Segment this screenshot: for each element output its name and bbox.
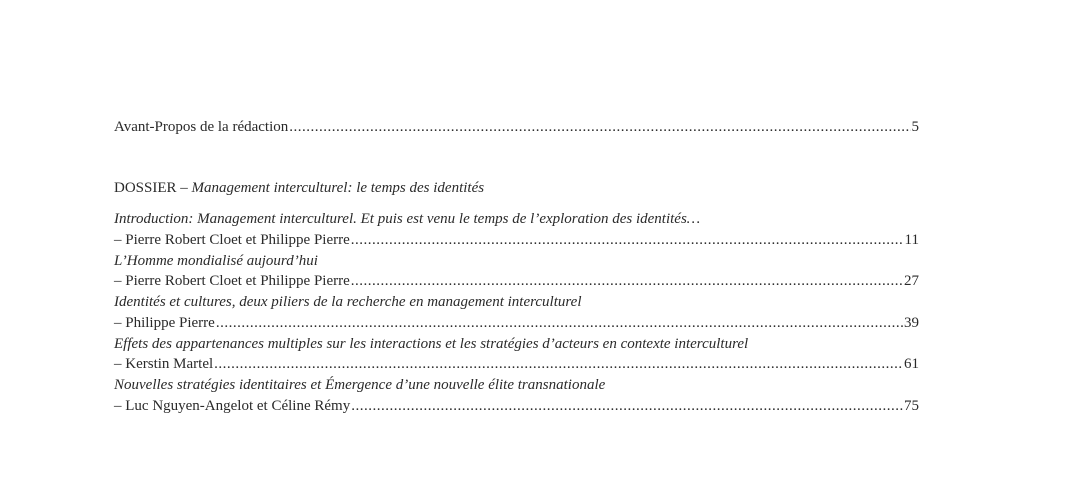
article-title[interactable]: Introduction: Management interculturel. Et puis est venu le temps de l’exploration des identités… — [114, 211, 701, 227]
toc-entry-byline[interactable] — [114, 230, 919, 250]
toc-entry-byline[interactable] — [114, 396, 919, 416]
article-title[interactable]: L’Homme mondialisé aujourd’hui — [114, 253, 318, 269]
toc-entry-byline[interactable] — [114, 271, 919, 291]
section-title: Management interculturel: le temps des identités — [191, 180, 485, 196]
article-authors: – Pierre Robert Cloet et Philippe Pierre — [114, 273, 350, 289]
page-number: 27 — [904, 273, 919, 289]
toc-entry-byline[interactable] — [114, 354, 919, 374]
toc-entry-avant-propos[interactable] — [114, 117, 919, 137]
article-authors: – Pierre Robert Cloet et Philippe Pierre — [114, 232, 350, 248]
article-authors: – Luc Nguyen-Angelot et Céline Rémy — [114, 398, 351, 414]
dot-leader — [351, 230, 904, 250]
article-authors: – Kerstin Martel — [114, 356, 214, 372]
dot-leader — [351, 271, 903, 291]
page-number: 39 — [904, 315, 919, 331]
page-number: 75 — [904, 398, 919, 414]
dot-leader — [214, 354, 903, 374]
toc-entry-label: Avant-Propos de la rédaction — [114, 119, 289, 135]
page-number: 61 — [904, 356, 919, 372]
page-number: 11 — [904, 232, 919, 248]
article-title[interactable]: Effets des appartenances multiples sur les interactions et les stratégies d’acteurs en contexte interculturel — [114, 336, 749, 352]
section-heading-dossier — [114, 178, 484, 198]
article-title[interactable]: Nouvelles stratégies identitaires et Émergence d’une nouvelle élite transnationale — [114, 377, 606, 393]
article-title[interactable]: Identités et cultures, deux piliers de la recherche en management interculturel — [114, 294, 582, 310]
dot-leader — [216, 313, 903, 333]
page-number: 5 — [911, 119, 919, 135]
dot-leader — [351, 396, 903, 416]
toc-entry-byline[interactable] — [114, 313, 919, 333]
section-prefix: DOSSIER – — [114, 180, 192, 196]
article-authors: – Philippe Pierre — [114, 315, 215, 331]
dot-leader — [289, 117, 910, 137]
